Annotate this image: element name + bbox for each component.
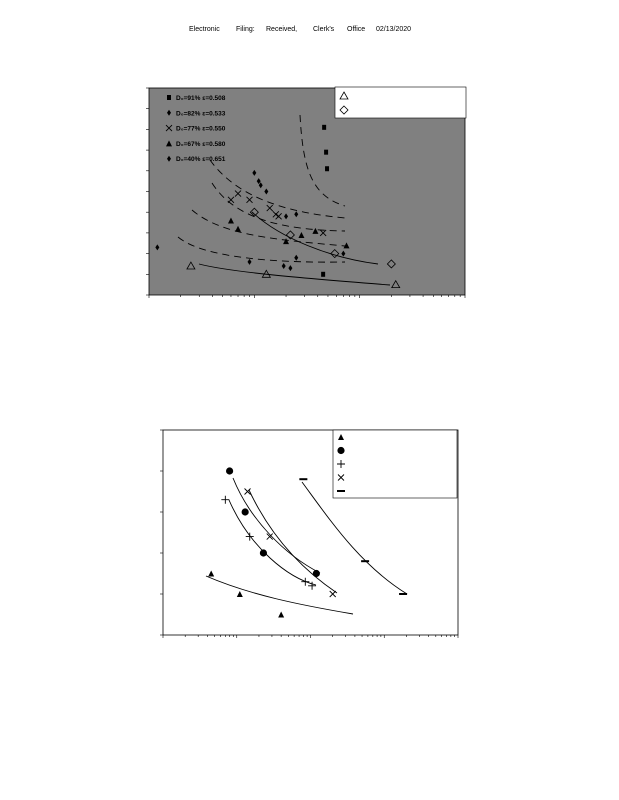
series-2-point <box>226 467 233 474</box>
header-word-clerks: Clerk's <box>313 26 335 33</box>
legend-box <box>335 87 466 118</box>
series-5-point <box>361 560 369 562</box>
header-word-electronic: Electronic <box>189 26 220 33</box>
series-2-point <box>260 549 267 556</box>
series-1-point <box>325 166 329 171</box>
series-2-point <box>313 570 320 577</box>
series-label: D₀=91% ε=0.508 <box>176 95 226 102</box>
series-label-marker <box>167 95 171 100</box>
series-5-point <box>399 593 407 595</box>
header-word-received: Received, <box>266 26 298 33</box>
header-word-office: Office <box>347 26 366 33</box>
legend-marker-circle <box>337 447 344 454</box>
series-1-point <box>324 150 328 155</box>
plot-area <box>149 88 465 295</box>
header-word-date: 02/13/2020 <box>376 26 412 33</box>
series-label: D₀=67% ε=0.580 <box>176 140 226 148</box>
series-1-point <box>321 272 325 277</box>
chart-bottom <box>160 430 458 638</box>
series-label: D₀=82% ε=0.533 <box>176 110 226 118</box>
legend-marker-dash <box>337 490 345 492</box>
series-5-point <box>299 478 307 480</box>
series-1-point <box>322 125 326 130</box>
legend-box <box>333 430 457 498</box>
chart-top <box>146 87 466 298</box>
header-word-filing: Filing: <box>236 26 255 33</box>
series-label: D₀=40% ε=0.651 <box>176 156 226 164</box>
series-2-point <box>242 508 249 515</box>
series-label: D₀=77% ε=0.550 <box>176 125 226 133</box>
